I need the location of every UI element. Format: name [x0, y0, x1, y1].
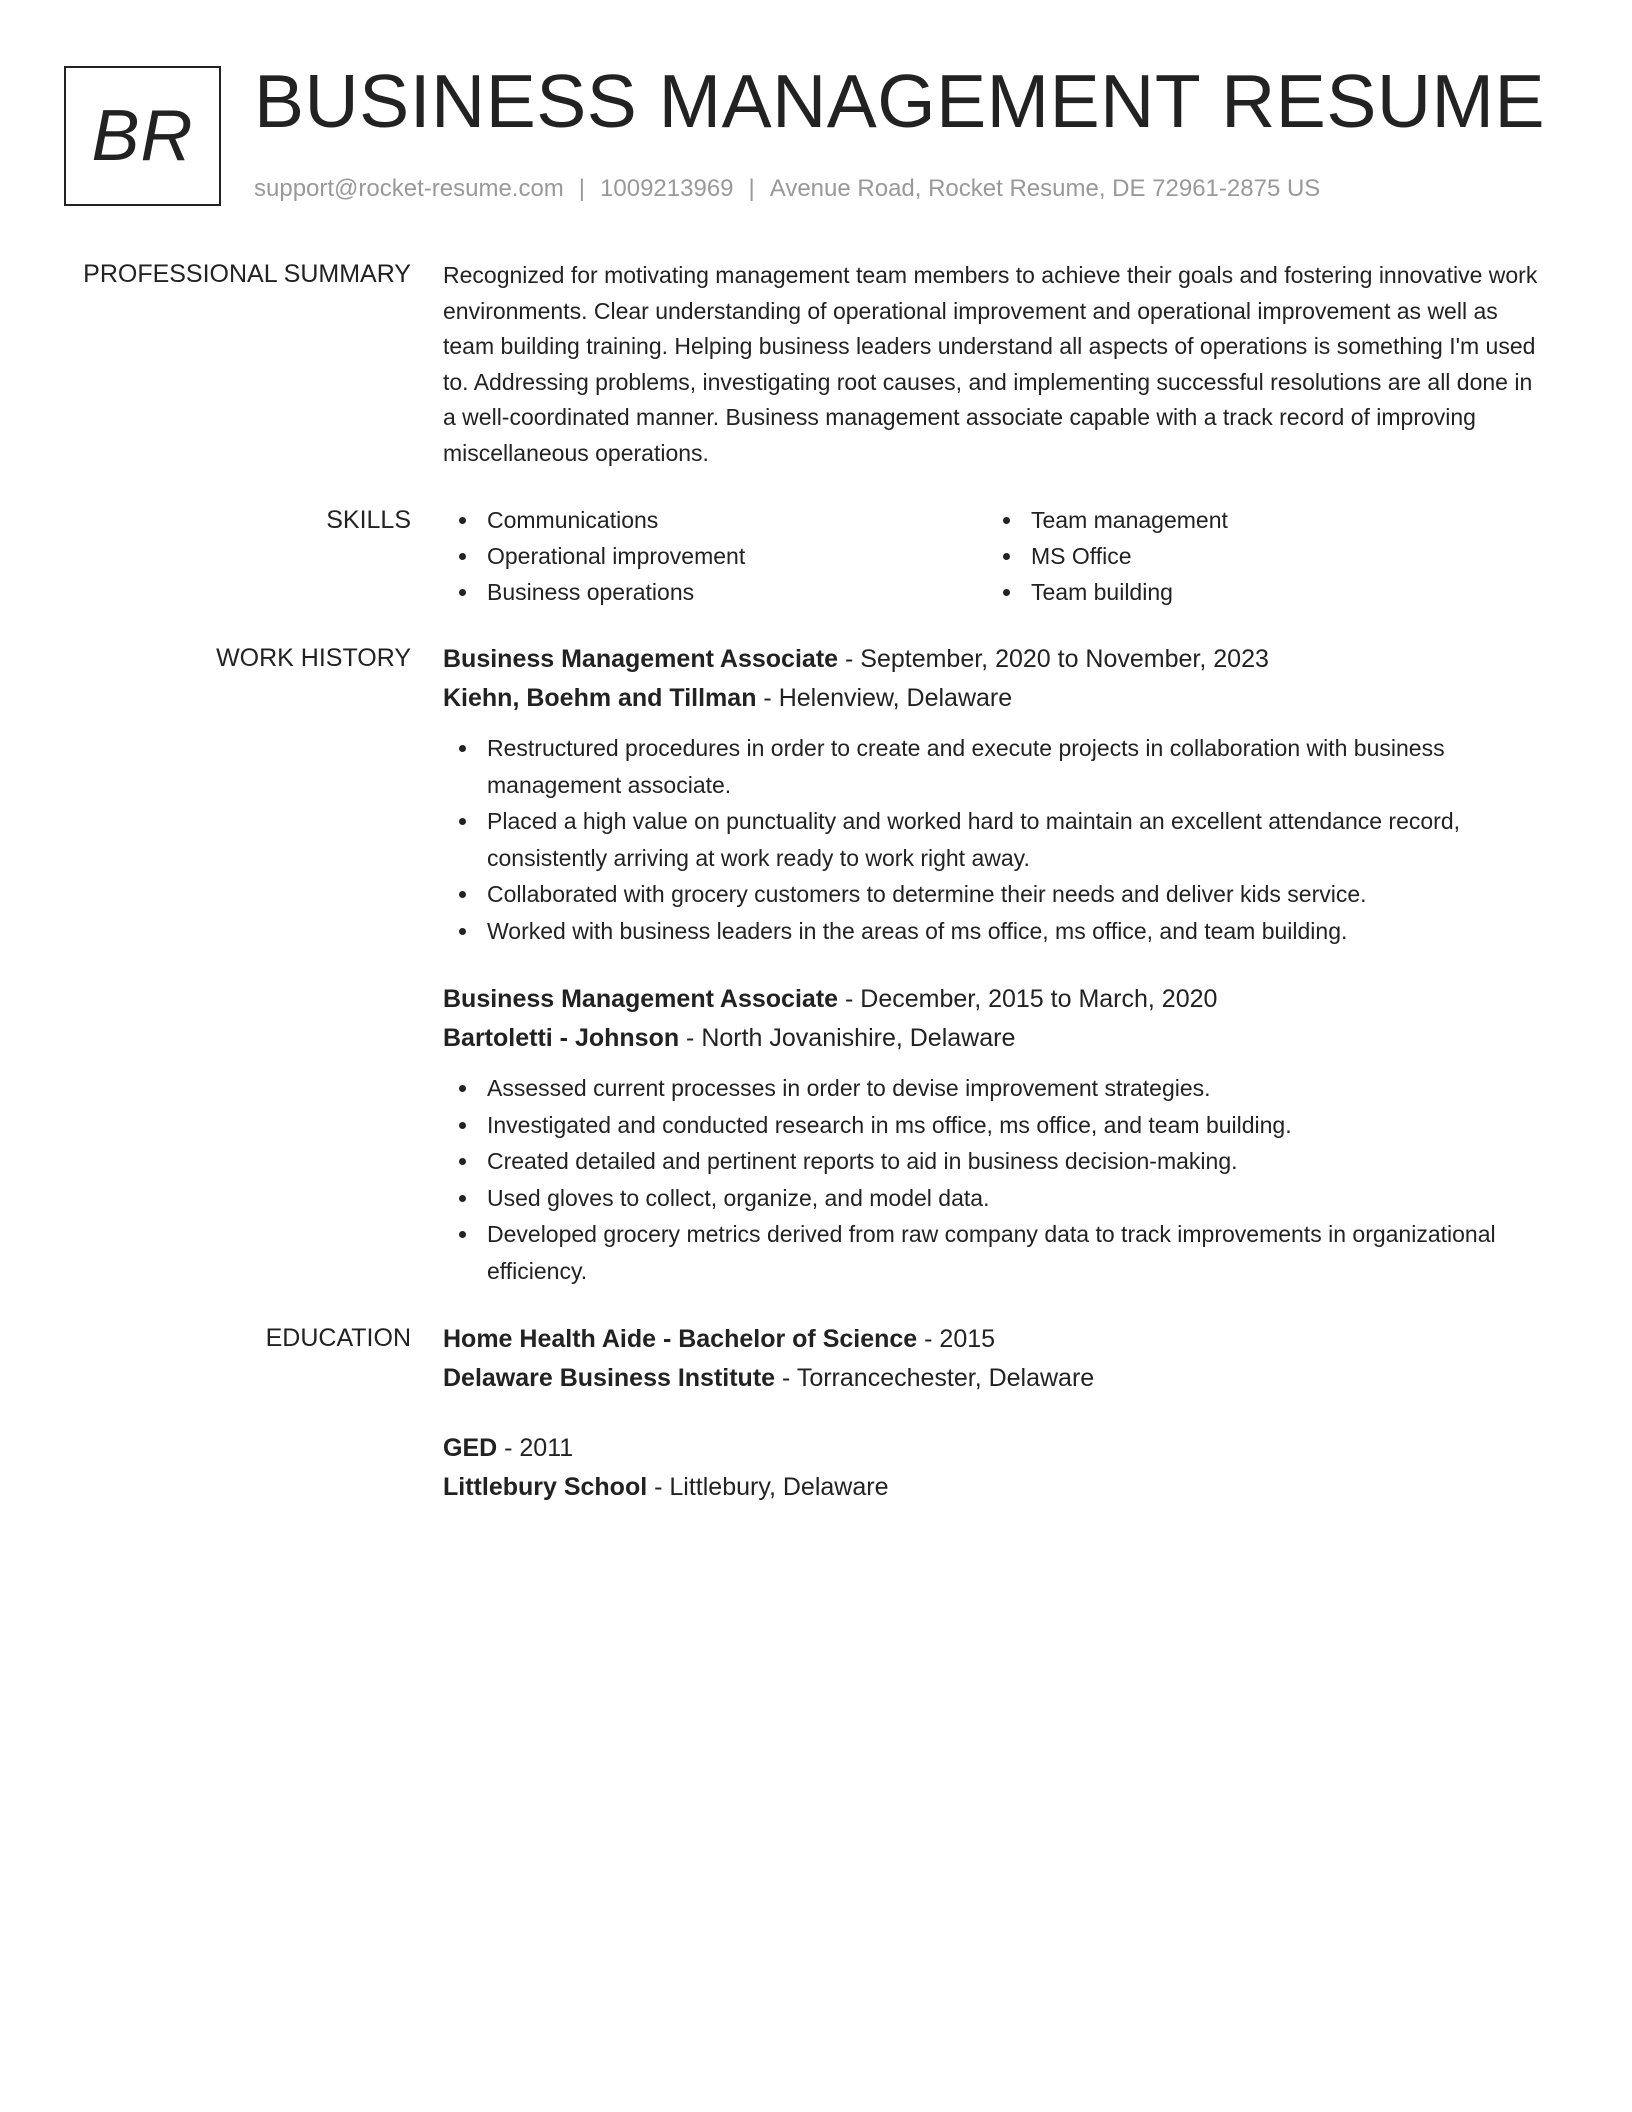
resume-title: BUSINESS MANAGEMENT RESUME	[254, 59, 1546, 143]
monogram-initials: BR	[91, 96, 194, 176]
job-bullet: Assessed current processes in order to devise improvement strategies.	[443, 1070, 1543, 1107]
skill-item: Business operations	[443, 574, 987, 610]
job-location: Helenview, Delaware	[778, 684, 1013, 712]
job-bullet-list	[443, 1070, 1543, 1289]
job-bullet: Created detailed and pertinent reports to aid in business decision-making.	[443, 1143, 1543, 1180]
education-school: Littlebury School	[443, 1473, 648, 1501]
job-bullet: Placed a high value on punctuality and worked hard to maintain an excellent attendance record, consistently arriving at work ready to work right away.	[443, 803, 1543, 876]
job-location: North Jovanishire, Delaware	[701, 1024, 1016, 1052]
job-bullet: Developed grocery metrics derived from raw company data to track improvements in organizational efficiency.	[443, 1216, 1543, 1289]
dash-separator: -	[679, 1024, 702, 1052]
job-bullet-list	[443, 730, 1543, 949]
education-degree: Home Health Aide - Bachelor of Science	[443, 1325, 918, 1353]
skill-item: Team building	[987, 574, 1531, 610]
job-title-line	[443, 980, 1543, 1019]
contact-address: Avenue Road, Rocket Resume, DE 72961-2875 US	[769, 175, 1321, 202]
education-school-line	[443, 1359, 1543, 1398]
work-history-heading: WORK HISTORY	[216, 644, 411, 672]
skills-list-left	[443, 502, 987, 610]
summary-heading: PROFESSIONAL SUMMARY	[83, 260, 411, 288]
dash-separator: -	[497, 1434, 520, 1462]
summary-paragraph: Recognized for motivating management team members to achieve their goals and fostering innovative work environments. Clear understanding of operational improvement and operational improvement as well as team building training. Helping business leaders understand all aspects of operations is something I'm used to. Addressing problems, investigating root causes, and implementing successful resolutions are all done in a well-coordinated manner. Business management associate capable with a track record of improving miscellaneous operations.	[443, 262, 1538, 466]
work-history-body	[443, 640, 1543, 1284]
job-title: Business Management Associate	[443, 645, 839, 673]
job-company: Bartoletti - Johnson	[443, 1024, 680, 1052]
education-body	[443, 1320, 1543, 1501]
contact-separator: |	[578, 175, 586, 202]
skills-heading: SKILLS	[326, 506, 411, 534]
education-degree-line	[443, 1429, 889, 1468]
monogram-badge	[64, 66, 221, 206]
skills-grid	[443, 502, 1543, 610]
contact-email: support@rocket-resume.com	[254, 175, 564, 202]
dash-separator: -	[917, 1325, 940, 1353]
job-company-line	[443, 679, 1543, 718]
education-degree: GED	[443, 1434, 498, 1462]
education-location: Torrancechester, Delaware	[796, 1364, 1095, 1392]
contact-phone: 1009213969	[600, 175, 734, 202]
education-year: 2011	[519, 1434, 574, 1462]
education-entry	[443, 1320, 1543, 1398]
education-school-line	[443, 1468, 889, 1507]
job-entry	[443, 640, 1543, 949]
job-title: Business Management Associate	[443, 985, 839, 1013]
skill-item: Communications	[443, 502, 987, 538]
job-dates: December, 2015 to March, 2020	[860, 985, 1218, 1013]
education-location: Littlebury, Delaware	[669, 1473, 889, 1501]
education-degree-line	[443, 1320, 1543, 1359]
job-bullet: Collaborated with grocery customers to determine their needs and deliver kids service.	[443, 876, 1543, 913]
job-bullet: Restructured procedures in order to create and execute projects in collaboration with business management associate.	[443, 730, 1543, 803]
education-entry	[443, 1429, 889, 1507]
dash-separator: -	[838, 985, 861, 1013]
dash-separator: -	[756, 684, 779, 712]
education-heading: EDUCATION	[265, 1324, 411, 1352]
job-bullet: Used gloves to collect, organize, and model data.	[443, 1180, 1543, 1217]
contact-separator: |	[748, 175, 755, 202]
job-dates: September, 2020 to November, 2023	[860, 645, 1269, 673]
skill-item: Operational improvement	[443, 538, 987, 574]
education-school: Delaware Business Institute	[443, 1364, 776, 1392]
skills-list-right	[987, 502, 1531, 610]
contact-line	[254, 172, 1320, 206]
skill-item: MS Office	[987, 538, 1531, 574]
summary-body	[443, 256, 1543, 472]
education-year: 2015	[939, 1325, 996, 1353]
job-bullet: Investigated and conducted research in ms office, ms office, and team building.	[443, 1107, 1543, 1144]
dash-separator: -	[838, 645, 861, 673]
dash-separator: -	[647, 1473, 670, 1501]
skill-item: Team management	[987, 502, 1531, 538]
dash-separator: -	[775, 1364, 797, 1392]
job-entry	[443, 980, 1543, 1289]
skills-body	[443, 502, 1543, 610]
job-company-line	[443, 1019, 1543, 1058]
job-company: Kiehn, Boehm and Tillman	[443, 684, 757, 712]
job-bullet: Worked with business leaders in the areas of ms office, ms office, and team building.	[443, 913, 1543, 950]
job-title-line	[443, 640, 1543, 679]
